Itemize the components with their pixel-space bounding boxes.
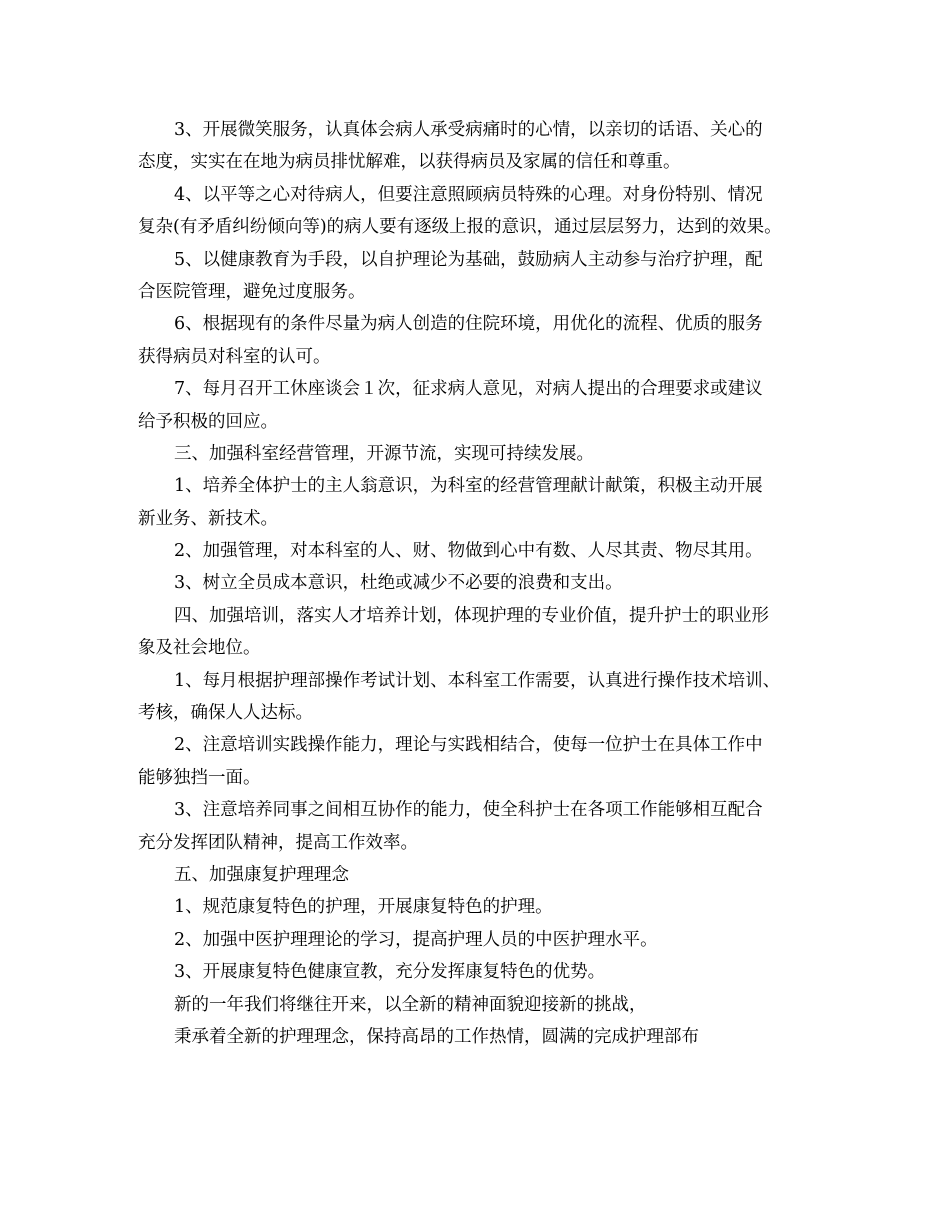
text-line: 2、注意培训实践操作能力，理论与实践相结合，使每一位护士在具体工作中 [174,735,763,756]
text-line: 3、开展微笑服务，认真体会病人承受病痛时的心情，以亲切的话语、关心的 [174,120,763,140]
text-line: 态度，实实在在地为病员排忧解难，以获得病员及家属的信任和尊重。 [138,152,681,173]
text-line: 五、加强康复护理理念 [174,864,349,885]
text-line: 3、注意培养同事之间相互协作的能力，使全科护士在各项工作能够相互配合 [174,800,763,821]
text-line: 能够独挡一面。 [138,767,261,788]
text-line: 象及社会地位。 [138,638,261,659]
document-body [138,114,818,1053]
text-line: 4、以平等之心对待病人，但要注意照顾病员特殊的心理。对身份特别、情况 [174,184,763,205]
text-line: 获得病员对科室的认可。 [138,346,331,367]
text-line: 2、加强中医护理理论的学习，提高护理人员的中医护理水平。 [174,929,658,950]
text-line: 新的一年我们将继往开来，以全新的精神面貌迎接新的挑战， [174,994,647,1015]
text-line: 三、加强科室经营管理，开源节流，实现可持续发展。 [174,443,594,464]
text-line: 充分发挥团队精神，提高工作效率。 [138,832,418,853]
text-line: 考核，确保人人达标。 [138,703,313,724]
text-line: 1、规范康复特色的护理，开展康复特色的护理。 [174,897,553,918]
text-line: 给予积极的回应。 [138,411,278,432]
text-line: 四、加强培训，落实人才培养计划，体现护理的专业价值，提升护士的职业形 [174,605,769,626]
text-line: 1、每月根据护理部操作考试计划、本科室工作需要，认真进行操作技术培训、 [174,670,781,691]
text-line: 6、根据现有的条件尽量为病人创造的住院环境，用优化的流程、优质的服务 [174,314,763,335]
text-line: 复杂(有矛盾纠纷倾向等)的病人要有逐级上报的意识，通过层层努力，达到的效果。 [138,217,782,238]
text-line: 秉承着全新的护理理念，保持高昂的工作热情，圆满的完成护理部布 [174,1026,699,1047]
text-line: 3、树立全员成本意识，杜绝或减少不必要的浪费和支出。 [174,573,623,594]
text-line: 3、开展康复特色健康宣教，充分发挥康复特色的优势。 [174,962,606,983]
text-line: 1、培养全体护士的主人翁意识，为科室的经营管理献计献策，积极主动开展 [174,476,763,497]
text-line: 7、每月召开工休座谈会１次，征求病人意见，对病人提出的合理要求或建议 [174,379,763,400]
text-line: 新业务、新技术。 [138,508,278,529]
text-line: 合医院管理，避免过度服务。 [138,281,366,302]
text-line: 2、加强管理，对本科室的人、财、物做到心中有数、人尽其责、物尽其用。 [174,541,763,562]
text-line: 5、以健康教育为手段，以自护理论为基础，鼓励病人主动参与治疗护理，配 [174,249,763,270]
